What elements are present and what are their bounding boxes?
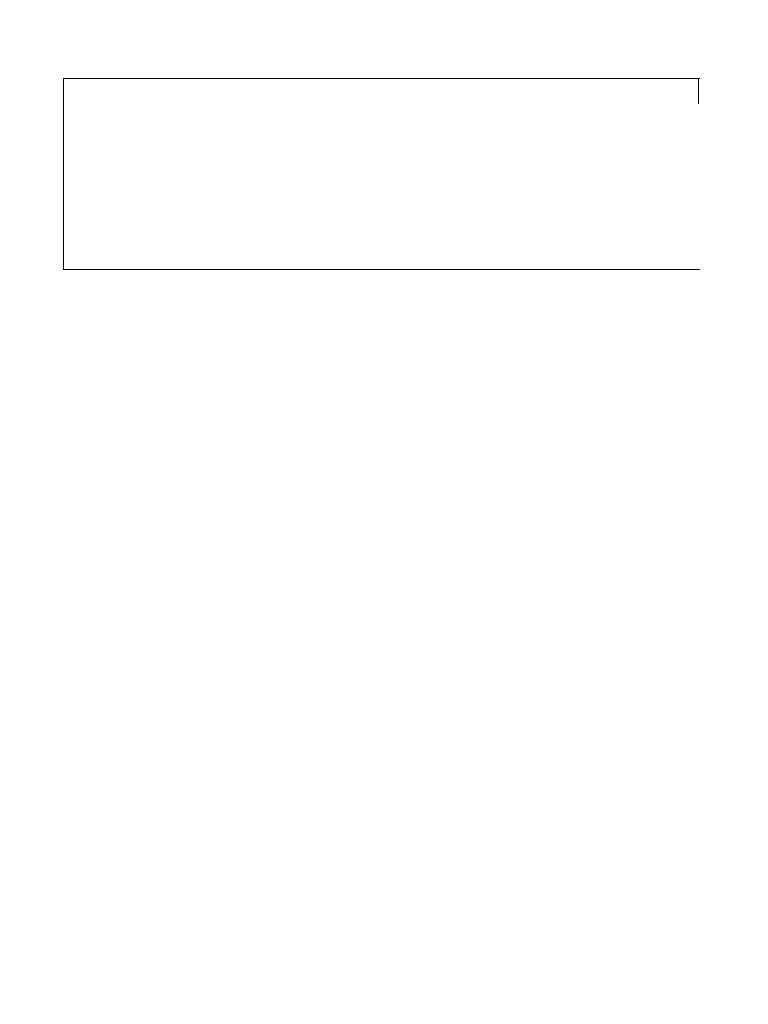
section-border-right: [698, 78, 699, 104]
section-border-box: [63, 78, 700, 270]
